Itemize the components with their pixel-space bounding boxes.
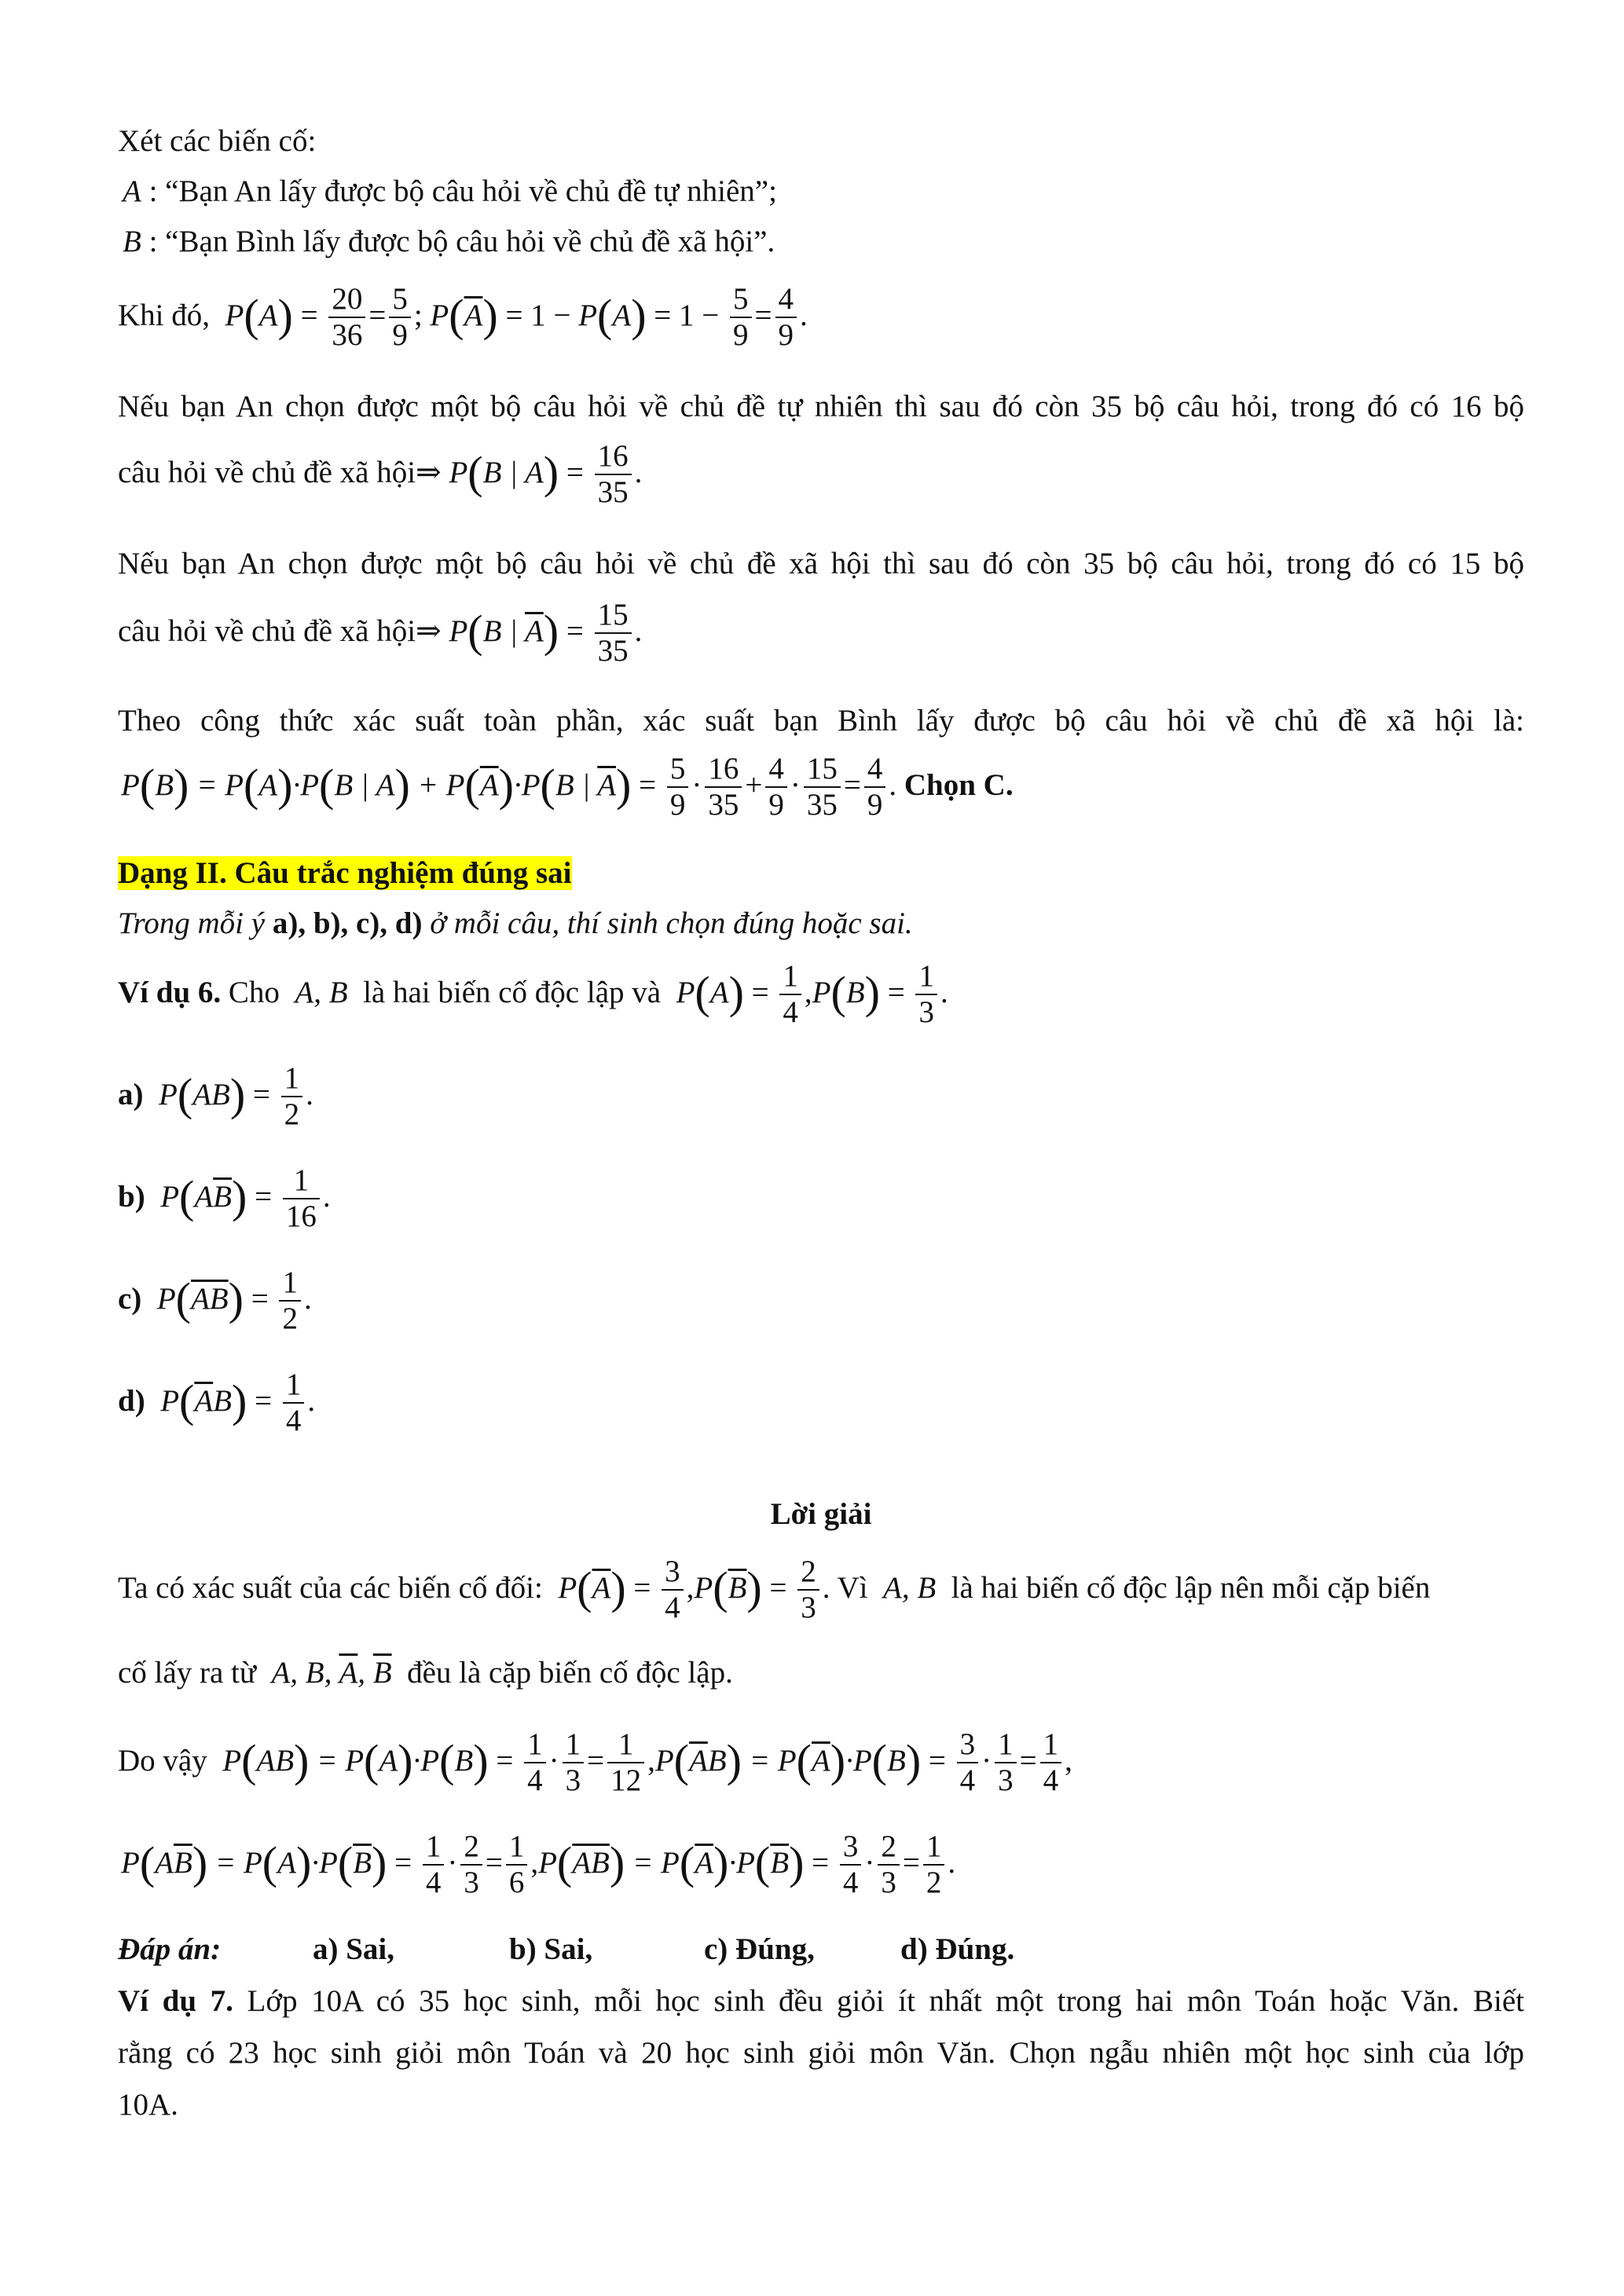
solution-text-1a: Ta có xác suất của các biến cố đối:: [118, 1570, 543, 1605]
instruction-items: a), b), c), d): [272, 906, 423, 940]
intro-text: Xét các biến cố:: [118, 124, 317, 158]
para2-text-2: câu hỏi về chủ đề xã hội: [118, 613, 416, 648]
do-vay-text: Do vậy: [118, 1743, 207, 1778]
event-a-line: A : “Bạn An lấy được bộ câu hỏi về chủ đề tự nhiên”;: [123, 174, 777, 208]
example7-label: Ví dụ 7.: [118, 1984, 233, 2018]
answer-c: c) Đúng,: [704, 1932, 815, 1966]
example7-text-3: 10A.: [118, 2088, 178, 2122]
para2-line2: câu hỏi về chủ đề xã hội⇒ P(B | $\overline{A}$) = $\frac{15}{35}$ .: [118, 598, 643, 668]
solution-text-1c: là hai biến cố độc lập nên mỗi cặp biến: [951, 1570, 1431, 1605]
para1-line2: câu hỏi về chủ đề xã hội⇒ P(B | A) = $\frac{16}{35}$ .: [118, 439, 643, 509]
example7-line2: [118, 2033, 1524, 2074]
instruction-line: [118, 903, 913, 945]
instruction-text-2: ở mỗi câu, thí sinh chọn đúng hoặc sai.: [430, 906, 913, 940]
solution-text-1b: . Vì: [822, 1570, 868, 1605]
total-prob-formula: P(B) = P(A)·P(B | $A) + P(\overline{A})\cdot P(B$ | $\overline{A}$) = $\frac{5}{9}$ · $\frac{16}{35}$ + $\frac{4}{9}$ · $\frac{15}{35}$ = $\frac{4}{9}$ . Chọn C.: [121, 752, 1014, 822]
example6-text-1: Cho: [228, 975, 280, 1009]
option-c: c) $P(\overline{AB})$ = $\frac{1}{2}$ .: [118, 1265, 312, 1335]
intro-line: [118, 121, 316, 163]
answer-b: b) Sai,: [509, 1932, 593, 1966]
answer-a: a) Sai,: [313, 1932, 395, 1966]
prob-a-line: Khi đó, P(A) = $\frac{20}{36}$ = $\frac{5}{9}$ ; $P(\overline{A}) = 1 - P(A) = 1$ − $\frac{5}{9}$ = $\frac{4}{9}$ .: [118, 282, 808, 352]
option-a: a) P(AB) = $\frac{1}{2}$ .: [118, 1061, 313, 1131]
para3-text: Theo công thức xác suất toàn phần, xác suất bạn Bình lấy được bộ câu hỏi về chủ đề xã hội là:: [118, 704, 1524, 738]
event-b-line: B : “Bạn Bình lấy được bộ câu hỏi về chủ đề xã hội”.: [123, 225, 775, 258]
example7-line3: [118, 2085, 178, 2126]
para3-line1: [118, 701, 1524, 742]
section-title-line: [118, 853, 572, 895]
answer-d: d) Đúng.: [900, 1932, 1015, 1966]
option-c-label: c): [118, 1281, 142, 1316]
khi-do-text: Khi đó,: [118, 298, 210, 332]
example7-text-1: Lớp 10A có 35 học sinh, mỗi học sinh đều giỏi ít nhất một trong hai môn Toán hoặc Văn. Biết: [247, 1984, 1525, 2018]
solution-line4: $P(A\overline{B}) = P(A)\cdot P(\overline{B})$ = $\frac{1}{4}$ · $\frac{2}{3}$ = $\frac{1}{6}$ $,P(\overline{AB}) = P(\overline{A})\cdot P(\overline{B})$ = $\frac{3}{4}$ · $\frac{2}{3}$ = $\frac{1}{2}$ .: [121, 1829, 956, 1899]
para1-text-1: Nếu bạn An chọn được một bộ câu hỏi về chủ đề tự nhiên thì sau đó còn 35 bộ câu hỏi, trong đó có 16 bộ: [118, 390, 1524, 423]
section-title: Dạng II. Câu trắc nghiệm đúng sai: [118, 856, 572, 890]
para1-line1: [118, 386, 1524, 428]
answer-line: [118, 1929, 1015, 1971]
option-d-label: d): [118, 1383, 145, 1418]
example7-text-2: rằng có 23 học sinh giỏi môn Toán và 20 học sinh giỏi môn Văn. Chọn ngẫu nhiên một học sinh của lớp: [118, 2036, 1524, 2070]
example6-text-2: là hai biến cố độc lập và: [363, 975, 662, 1009]
example6-line: Ví dụ 6. Cho A, B là hai biến cố độc lập và P(A) = $\frac{1}{4}$ ,P(B) = $\frac{1}{3}$ .: [118, 959, 948, 1029]
para1-text-2: câu hỏi về chủ đề xã hội: [118, 455, 416, 489]
example6-label: Ví dụ 6.: [118, 975, 222, 1009]
option-a-label: a): [118, 1077, 144, 1111]
para2-line1: [118, 544, 1524, 585]
event-a-text: “Bạn An lấy được bộ câu hỏi về chủ đề tự nhiên”;: [165, 174, 777, 208]
answer-label: Đáp án:: [118, 1932, 222, 1966]
option-d: d) $P(\overline{A}B)$ = $\frac{1}{4}$ .: [118, 1368, 316, 1437]
solution-line2: cố lấy ra từ A, B, $\overline{A}$, $\overline{B}$ đều là cặp biến cố độc lập.: [118, 1656, 733, 1690]
example7-line1: [118, 1981, 1524, 2023]
option-b: b) $P(A\overline{B})$ = $\frac{1}{16}$ .: [118, 1163, 331, 1233]
solution-title: Lời giải: [770, 1497, 872, 1531]
fraction: $\frac{20}{36}$: [328, 283, 365, 353]
event-b-text: “Bạn Bình lấy được bộ câu hỏi về chủ đề xã hội”.: [165, 225, 775, 258]
solution-line1: Ta có xác suất của các biến cố đối: $P(\overline{A})$ = $\frac{3}{4}$ $,P(\overline{B})$ = $\frac{2}{3}$ . Vì A, B là hai biến cố độc lập nên mỗi cặp biến: [118, 1554, 1431, 1624]
solution-line3: Do vậy P(AB) = P(A)·P(B) = $\frac{1}{4}$ · $\frac{1}{3}$ = $\frac{1}{12}$ $,P(\overline{A}B) = P(\overline{A})\cdot P(B)$ = $\frac{3}{4}$ · $\frac{1}{3}$ = $\frac{1}{4}$ ,: [118, 1727, 1072, 1797]
choose-answer: Chọn C.: [904, 767, 1014, 802]
solution-text-2b: đều là cặp biến cố độc lập.: [407, 1656, 733, 1690]
instruction-text-1: Trong mỗi ý: [118, 906, 266, 940]
option-b-label: b): [118, 1179, 145, 1214]
para2-text-1: Nếu bạn An chọn được một bộ câu hỏi về chủ đề xã hội thì sau đó còn 35 bộ câu hỏi, trong đó có 15 bộ: [118, 547, 1524, 580]
solution-text-2a: cố lấy ra từ: [118, 1656, 256, 1690]
